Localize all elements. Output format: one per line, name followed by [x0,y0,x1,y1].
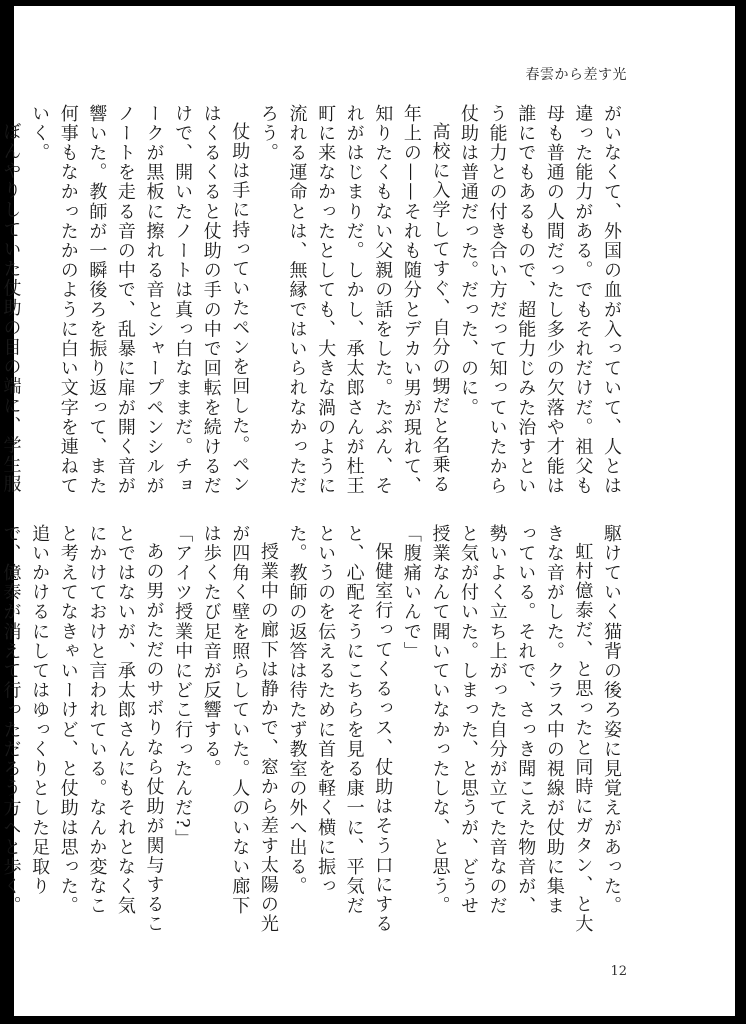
paragraph: 仗助は手に持っていたペンを回した。ペンはくるくると仗助の手の中で回転を続けるだけで、開いたノートは真っ白なままだ。チョークが黒板に擦れる音とシャープペンシルがノートを走る音の中で、乱暴に扉が開く音が響いた。教師が一瞬後ろを振り返って、また何事もなかったかのように白い文字を連ねていく。 [29,104,251,496]
paragraph: あの男がただのサボりなら仗助が関与することではないが、承太郎さんにもそれとなく気にかけておけと言われている。なんか変なこと考えてなきゃいーけど、と仗助は思った。追いかけるにしてはゆっくりとした足取りで、億泰が消えて行っただろう方へと歩く。 [0,524,165,934]
paragraph: 高校に入学してすぐ、自分の甥だと名乗る年上の——それも随分とデカい男が現れて、知りたくもない父親の話をした。たぶん、それがはじまりだ。しかし、承太郎さんが杜王町に来なかったとしても、大きな渦のように流れる運命とは、無縁ではいられなかっただろう。 [257,104,451,496]
dialogue-line: 「アイツ授業中にどこ行ったんだ?」 [172,524,194,849]
paragraph: 授業中の廊下は静かで、窓から差す太陽の光が四角く壁を照らしていた。人のいない廊下は歩くたび足音が反響する。 [200,524,279,934]
book-page [0,6,735,1016]
paragraph: 保健室行ってくるっス、仗助はそう口にすると、心配そうにこちらを見る康一に、平気だというのを伝えるために首を軽く横に振った。教師の返答は待たず教室の外へ出る。 [286,524,394,934]
dialogue-line: 「腹痛いんで」 [400,524,422,662]
running-head: 春雲から差す光 [525,67,627,83]
paragraph: 駆けていく猫背の後ろ姿に見覚えがあった。 [601,524,622,916]
page-number: 12 [610,964,627,979]
text-block-top [0,104,625,499]
paragraph: がいなくて、外国の血が入っていて、人とは違った能力がある。でもそれだけだ。祖父も母も普通の人間だったし多少の欠落や才能は誰にでもあるもので、超能力じみた治すという能力との付き合い方だって知っていたから仗助は普通だった。だった、のに。 [458,104,622,496]
text-block-bottom [0,524,625,934]
paragraph: ぼんやりしていた仗助の目の端に、学生服 [0,122,22,495]
paragraph: 虹村億泰だ、と思ったと同時にガタン、と大きな音がした。クラス中の視線が仗助に集まっている。それで、さっき聞こえた物音が、勢いよく立ち上がった自分が立てた音なのだと気が付いた。しまった、と思うが、どうせ授業なんて聞いていなかったしな、と思う。 [429,524,594,934]
